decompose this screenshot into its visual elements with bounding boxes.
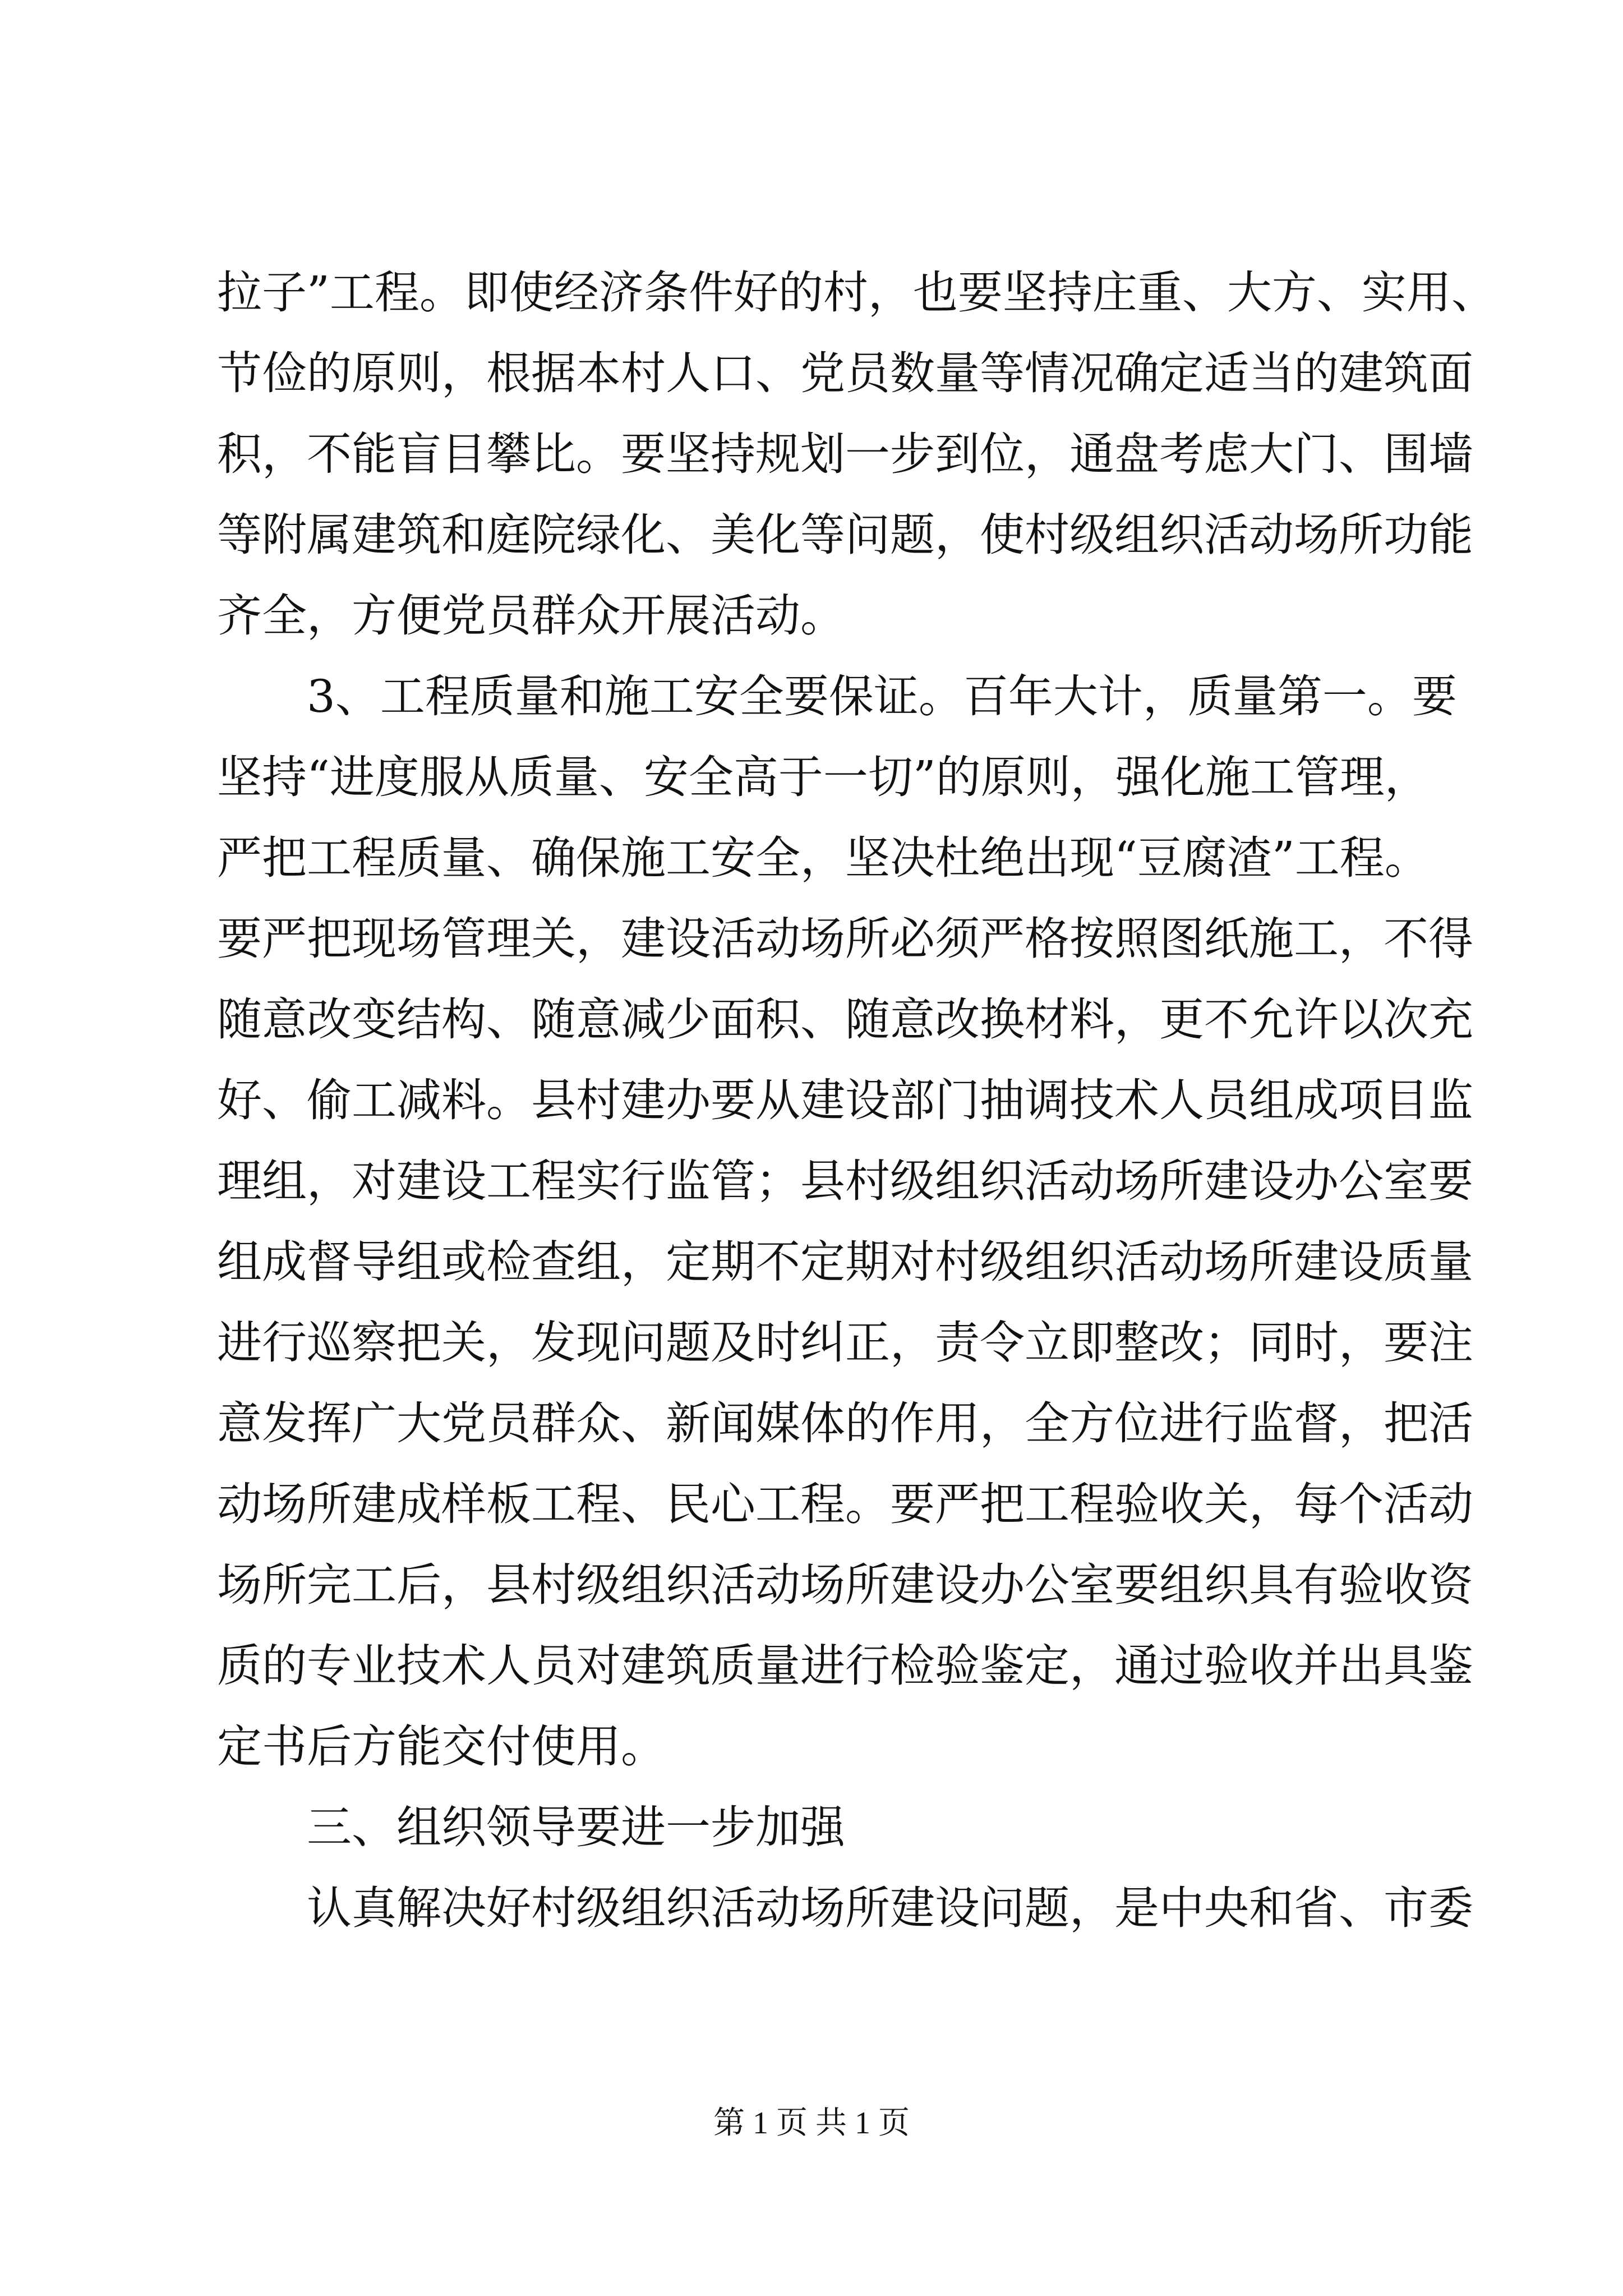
text-line: 坚持“进度服从质量、安全高于一切”的原则，强化施工管理， bbox=[217, 751, 1430, 803]
text-line: 组成督导组或检查组，定期不定期对村级组织活动场所建设质量 bbox=[217, 1236, 1473, 1288]
text-line: 拉子”工程。即使经济条件好的村，也要坚持庄重、大方、实用、 bbox=[217, 266, 1496, 319]
text-line: 定书后方能交付使用。 bbox=[217, 1720, 666, 1773]
text-line: 积，不能盲目攀比。要坚持规划一步到位，通盘考虑大门、围墙 bbox=[217, 428, 1473, 480]
text-line: 进行巡察把关，发现问题及时纠正，责令立即整改；同时，要注 bbox=[217, 1317, 1473, 1369]
text-line: 意发挥广大党员群众、新闻媒体的作用，全方位进行监督，把活 bbox=[217, 1397, 1473, 1450]
text-line: 随意改变结构、随意减少面积、随意改换材料，更不允许以次充 bbox=[217, 993, 1473, 1046]
paragraph-first-line: 认真解决好村级组织活动场所建设问题，是中央和省、市委 bbox=[307, 1882, 1473, 1934]
text-line: 要严把现场管理关，建设活动场所必须严格按照图纸施工，不得 bbox=[217, 913, 1473, 965]
text-line: 理组，对建设工程实行监管；县村级组织活动场所建设办公室要 bbox=[217, 1155, 1473, 1207]
text-line: 节俭的原则，根据本村人口、党员数量等情况确定适当的建筑面 bbox=[217, 347, 1473, 399]
document-body bbox=[217, 252, 1496, 1949]
page-number-footer: 第 1 页 共 1 页 bbox=[713, 2106, 910, 2141]
text-line: 等附属建筑和庭院绿化、美化等问题，使村级组织活动场所功能 bbox=[217, 509, 1473, 561]
text-line: 场所完工后，县村级组织活动场所建设办公室要组织具有验收资 bbox=[217, 1559, 1473, 1611]
section-item-3-first-line: 3、工程质量和施工安全要保证。百年大计，质量第一。要 bbox=[307, 670, 1457, 723]
text-line: 质的专业技术人员对建筑质量进行检验鉴定，通过验收并出具鉴 bbox=[217, 1640, 1473, 1692]
text-line: 动场所建成样板工程、民心工程。要严把工程验收关，每个活动 bbox=[217, 1478, 1473, 1530]
text-line: 好、偷工减料。县村建办要从建设部门抽调技术人员组成项目监 bbox=[217, 1074, 1473, 1126]
text-line: 齐全，方便党员群众开展活动。 bbox=[217, 590, 845, 642]
text-line: 严把工程质量、确保施工安全，坚决杜绝出现“豆腐渣”工程。 bbox=[217, 832, 1430, 884]
section-heading: 三、组织领导要进一步加强 bbox=[307, 1801, 845, 1853]
